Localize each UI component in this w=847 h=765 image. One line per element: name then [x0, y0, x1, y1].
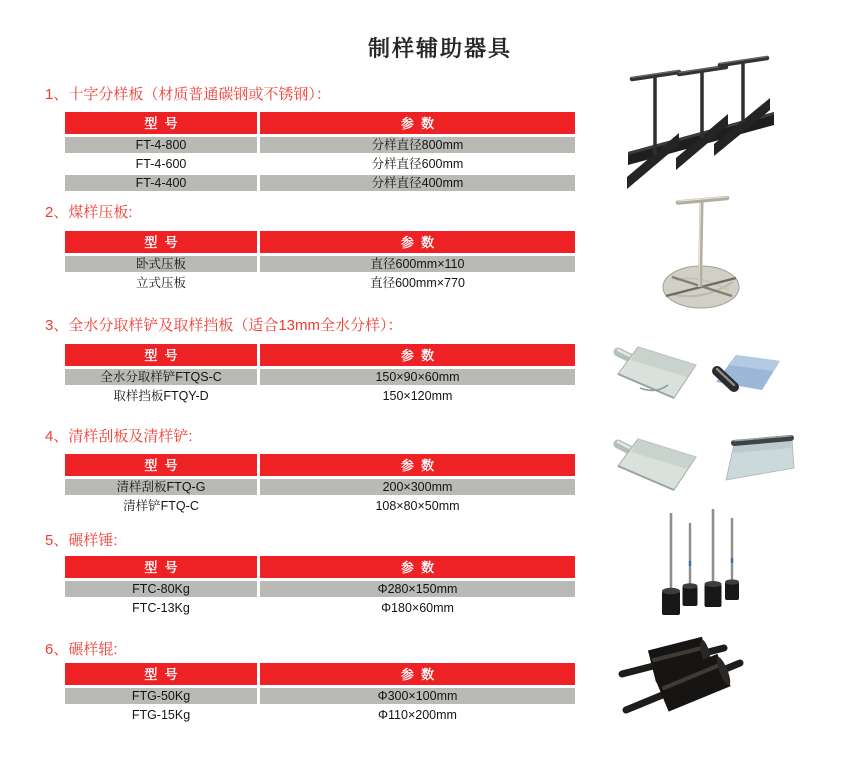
stainless-press-plate-photo	[645, 190, 815, 316]
section-3-table	[65, 344, 575, 407]
table-row	[65, 175, 575, 191]
model-cell: FT-4-400	[65, 175, 257, 191]
param-cell: Φ300×100mm	[260, 688, 575, 704]
table-row	[65, 275, 575, 291]
model-cell: 清样铲FTQ-C	[65, 498, 257, 514]
param-cell: 分样直径600mm	[260, 156, 575, 172]
col-header-model: 型 号	[65, 344, 257, 366]
section-2-table	[65, 231, 575, 294]
col-header-param: 参 数	[260, 231, 575, 253]
sample-rollers-photo	[612, 633, 752, 725]
model-cell: FT-4-600	[65, 156, 257, 172]
model-cell: 立式压板	[65, 275, 257, 291]
param-cell: 分样直径400mm	[260, 175, 575, 191]
model-cell: 清样刮板FTQ-G	[65, 479, 257, 495]
model-cell: 全水分取样铲FTQS-C	[65, 369, 257, 385]
sample-hammers-photo	[645, 503, 750, 627]
model-cell: 取样挡板FTQY-D	[65, 388, 257, 404]
table-row	[65, 388, 575, 404]
table-row	[65, 707, 575, 723]
model-cell: FTC-80Kg	[65, 581, 257, 597]
section-4-table	[65, 454, 575, 517]
param-cell: 200×300mm	[260, 479, 575, 495]
col-header-param: 参 数	[260, 663, 575, 685]
section-2-heading: 2、煤样压板:	[45, 204, 133, 221]
param-cell: 108×80×50mm	[260, 498, 575, 514]
table-header-row	[65, 454, 575, 476]
model-cell: 卧式压板	[65, 256, 257, 272]
table-row	[65, 498, 575, 514]
param-cell: 分样直径800mm	[260, 137, 575, 153]
col-header-param: 参 数	[260, 454, 575, 476]
cross-sample-dividers-photo	[610, 48, 846, 196]
section-4-heading: 4、清样刮板及清样铲:	[45, 428, 193, 445]
table-header-row	[65, 231, 575, 253]
table-row	[65, 156, 575, 172]
table-header-row	[65, 112, 575, 134]
col-header-param: 参 数	[260, 344, 575, 366]
table-header-row	[65, 344, 575, 366]
model-cell: FTG-15Kg	[65, 707, 257, 723]
table-row	[65, 600, 575, 616]
table-row	[65, 581, 575, 597]
cleaning-scraper-and-scoop-photo	[608, 426, 798, 494]
moisture-scoop-and-board-photo	[608, 336, 794, 402]
section-6-table	[65, 663, 575, 726]
section-6-heading: 6、碾样辊:	[45, 641, 118, 658]
col-header-model: 型 号	[65, 112, 257, 134]
param-cell: 直径600mm×110	[260, 256, 575, 272]
table-header-row	[65, 556, 575, 578]
col-header-model: 型 号	[65, 663, 257, 685]
param-cell: 150×90×60mm	[260, 369, 575, 385]
param-cell: 150×120mm	[260, 388, 575, 404]
section-3-heading: 3、全水分取样铲及取样挡板（适合13mm全水分样）：	[45, 317, 403, 334]
table-header-row	[65, 663, 575, 685]
param-cell: 直径600mm×770	[260, 275, 575, 291]
param-cell: Φ180×60mm	[260, 600, 575, 616]
model-cell: FTG-50Kg	[65, 688, 257, 704]
section-1-heading: 1、十字分样板（材质普通碳钢或不锈钢）：	[45, 86, 331, 103]
section-5-table	[65, 556, 575, 619]
table-row	[65, 137, 575, 153]
table-row	[65, 479, 575, 495]
section-1-table	[65, 112, 575, 194]
param-cell: Φ110×200mm	[260, 707, 575, 723]
table-row	[65, 256, 575, 272]
col-header-model: 型 号	[65, 556, 257, 578]
col-header-model: 型 号	[65, 454, 257, 476]
col-header-param: 参 数	[260, 556, 575, 578]
page-title: 制样辅助器具	[367, 36, 512, 61]
table-row	[65, 369, 575, 385]
model-cell: FTC-13Kg	[65, 600, 257, 616]
param-cell: Φ280×150mm	[260, 581, 575, 597]
section-5-heading: 5、碾样锤:	[45, 532, 118, 549]
model-cell: FT-4-800	[65, 137, 257, 153]
col-header-model: 型 号	[65, 231, 257, 253]
table-row	[65, 688, 575, 704]
col-header-param: 参 数	[260, 112, 575, 134]
